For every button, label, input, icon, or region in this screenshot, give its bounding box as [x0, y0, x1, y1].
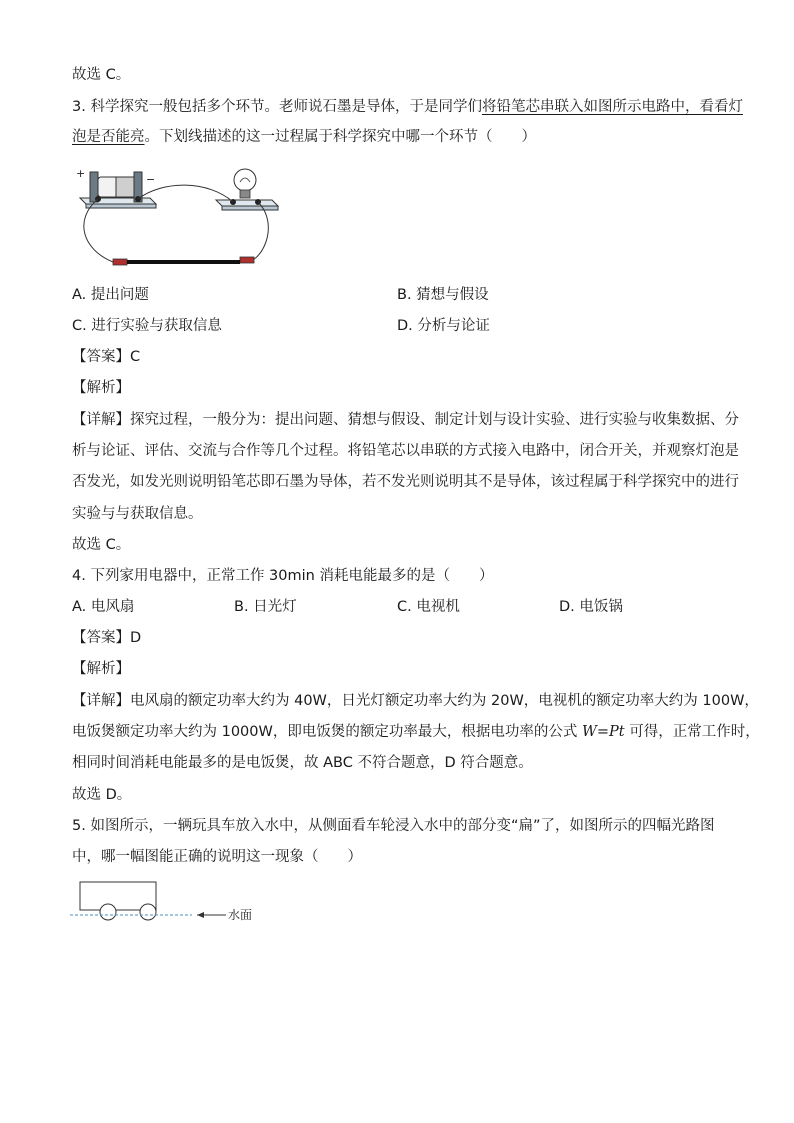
q3-stem-underlined: 将铅笔芯串联入如图所示电路中，看看灯	[481, 99, 743, 115]
circuit-figure	[68, 160, 283, 270]
q3-analysis-label: 【解析】	[72, 380, 130, 396]
q3-option-c: C. 进行实验与获取信息	[72, 318, 222, 334]
q4-option-b: B. 日光灯	[234, 599, 297, 615]
q4-option-d: D. 电饭锅	[559, 599, 623, 615]
q3-option-b: B. 猜想与假设	[397, 287, 489, 303]
plus-sign: +	[76, 167, 86, 180]
q3-stem-underlined-2: 泡是否能亮	[72, 129, 145, 145]
q4-conclusion: 故选 D。	[72, 787, 132, 803]
lamp-board	[216, 200, 278, 206]
wheel-icon	[140, 904, 156, 920]
arrow-left-icon	[197, 912, 204, 918]
toy-car-figure	[68, 878, 268, 928]
q3-stem-text-2: 。下划线描述的这一过程属于科学探究中哪一个环节（ ）	[144, 129, 536, 145]
q3-option-a: A. 提出问题	[72, 287, 149, 303]
q3-answer: 【答案】C	[72, 349, 141, 365]
q4-stem: 4. 下列家用电器中，正常工作 30min 消耗电能最多的是（ ）	[72, 568, 494, 584]
q4-detail-text-2: 可得，正常工作时，	[629, 724, 760, 740]
q4-detail-line-3: 相同时间消耗电能最多的是电饭煲，故 ABC 不符合题意，D 符合题意。	[72, 755, 533, 771]
q3-detail-line-1: 【详解】探究过程，一般分为：提出问题、猜想与假设、制定计划与设计实验、进行实验与收集数据、分	[72, 412, 739, 428]
wire-top	[138, 185, 233, 202]
wire-right	[253, 202, 268, 260]
q3-stem-text: 3. 科学探究一般包括多个环节。老师说石墨是导体，于是同学们	[72, 99, 482, 115]
pencil-lead	[127, 260, 240, 264]
q3-detail-line-3: 否发光，如发光则说明铅笔芯即石墨为导体，若不发光则说明其不是导体，该过程属于科学探究中的进行	[72, 474, 739, 490]
q3-option-d: D. 分析与论证	[397, 318, 490, 334]
minus-sign: −	[146, 173, 156, 186]
q3-conclusion: 故选 C。	[72, 537, 131, 553]
bulb-icon	[234, 169, 256, 191]
q3-detail-line-4: 实验与与获取信息。	[72, 506, 203, 522]
q5-stem-line-2: 中，哪一幅图能正确的说明这一现象（ ）	[72, 849, 362, 865]
q4-option-c: C. 电视机	[397, 599, 460, 615]
q4-answer: 【答案】D	[72, 630, 142, 646]
q4-analysis-label: 【解析】	[72, 661, 130, 677]
power-formula: W=Pt	[581, 724, 625, 740]
q4-detail-line-1: 【详解】电风扇的额定功率大约为 40W，日光灯额定功率大约为 20W，电视机的额定功率大约为 100W，	[72, 693, 759, 709]
q4-detail-text: 电饭煲额定功率大约为 1000W，即电饭煲的额定功率最大，根据电功率的公式	[72, 724, 578, 740]
q4-detail-line-2	[72, 722, 760, 742]
water-label: 水面	[228, 908, 253, 922]
q3-detail-line-2: 析与论证、评估、交流与合作等几个过程。将铅笔芯以串联的方式接入电路中，闭合开关，并观察灯泡是	[72, 443, 739, 459]
q4-option-a: A. 电风扇	[72, 599, 135, 615]
wheel-icon	[100, 904, 116, 920]
q3-stem-line-1	[72, 97, 743, 117]
q5-stem-line-1: 5. 如图所示，一辆玩具车放入水中，从侧面看车轮浸入水中的部分变“扁”了，如图所示的四幅光路图	[72, 818, 715, 834]
q2-conclusion: 故选 C。	[72, 67, 131, 83]
q3-stem-line-2	[72, 127, 536, 147]
